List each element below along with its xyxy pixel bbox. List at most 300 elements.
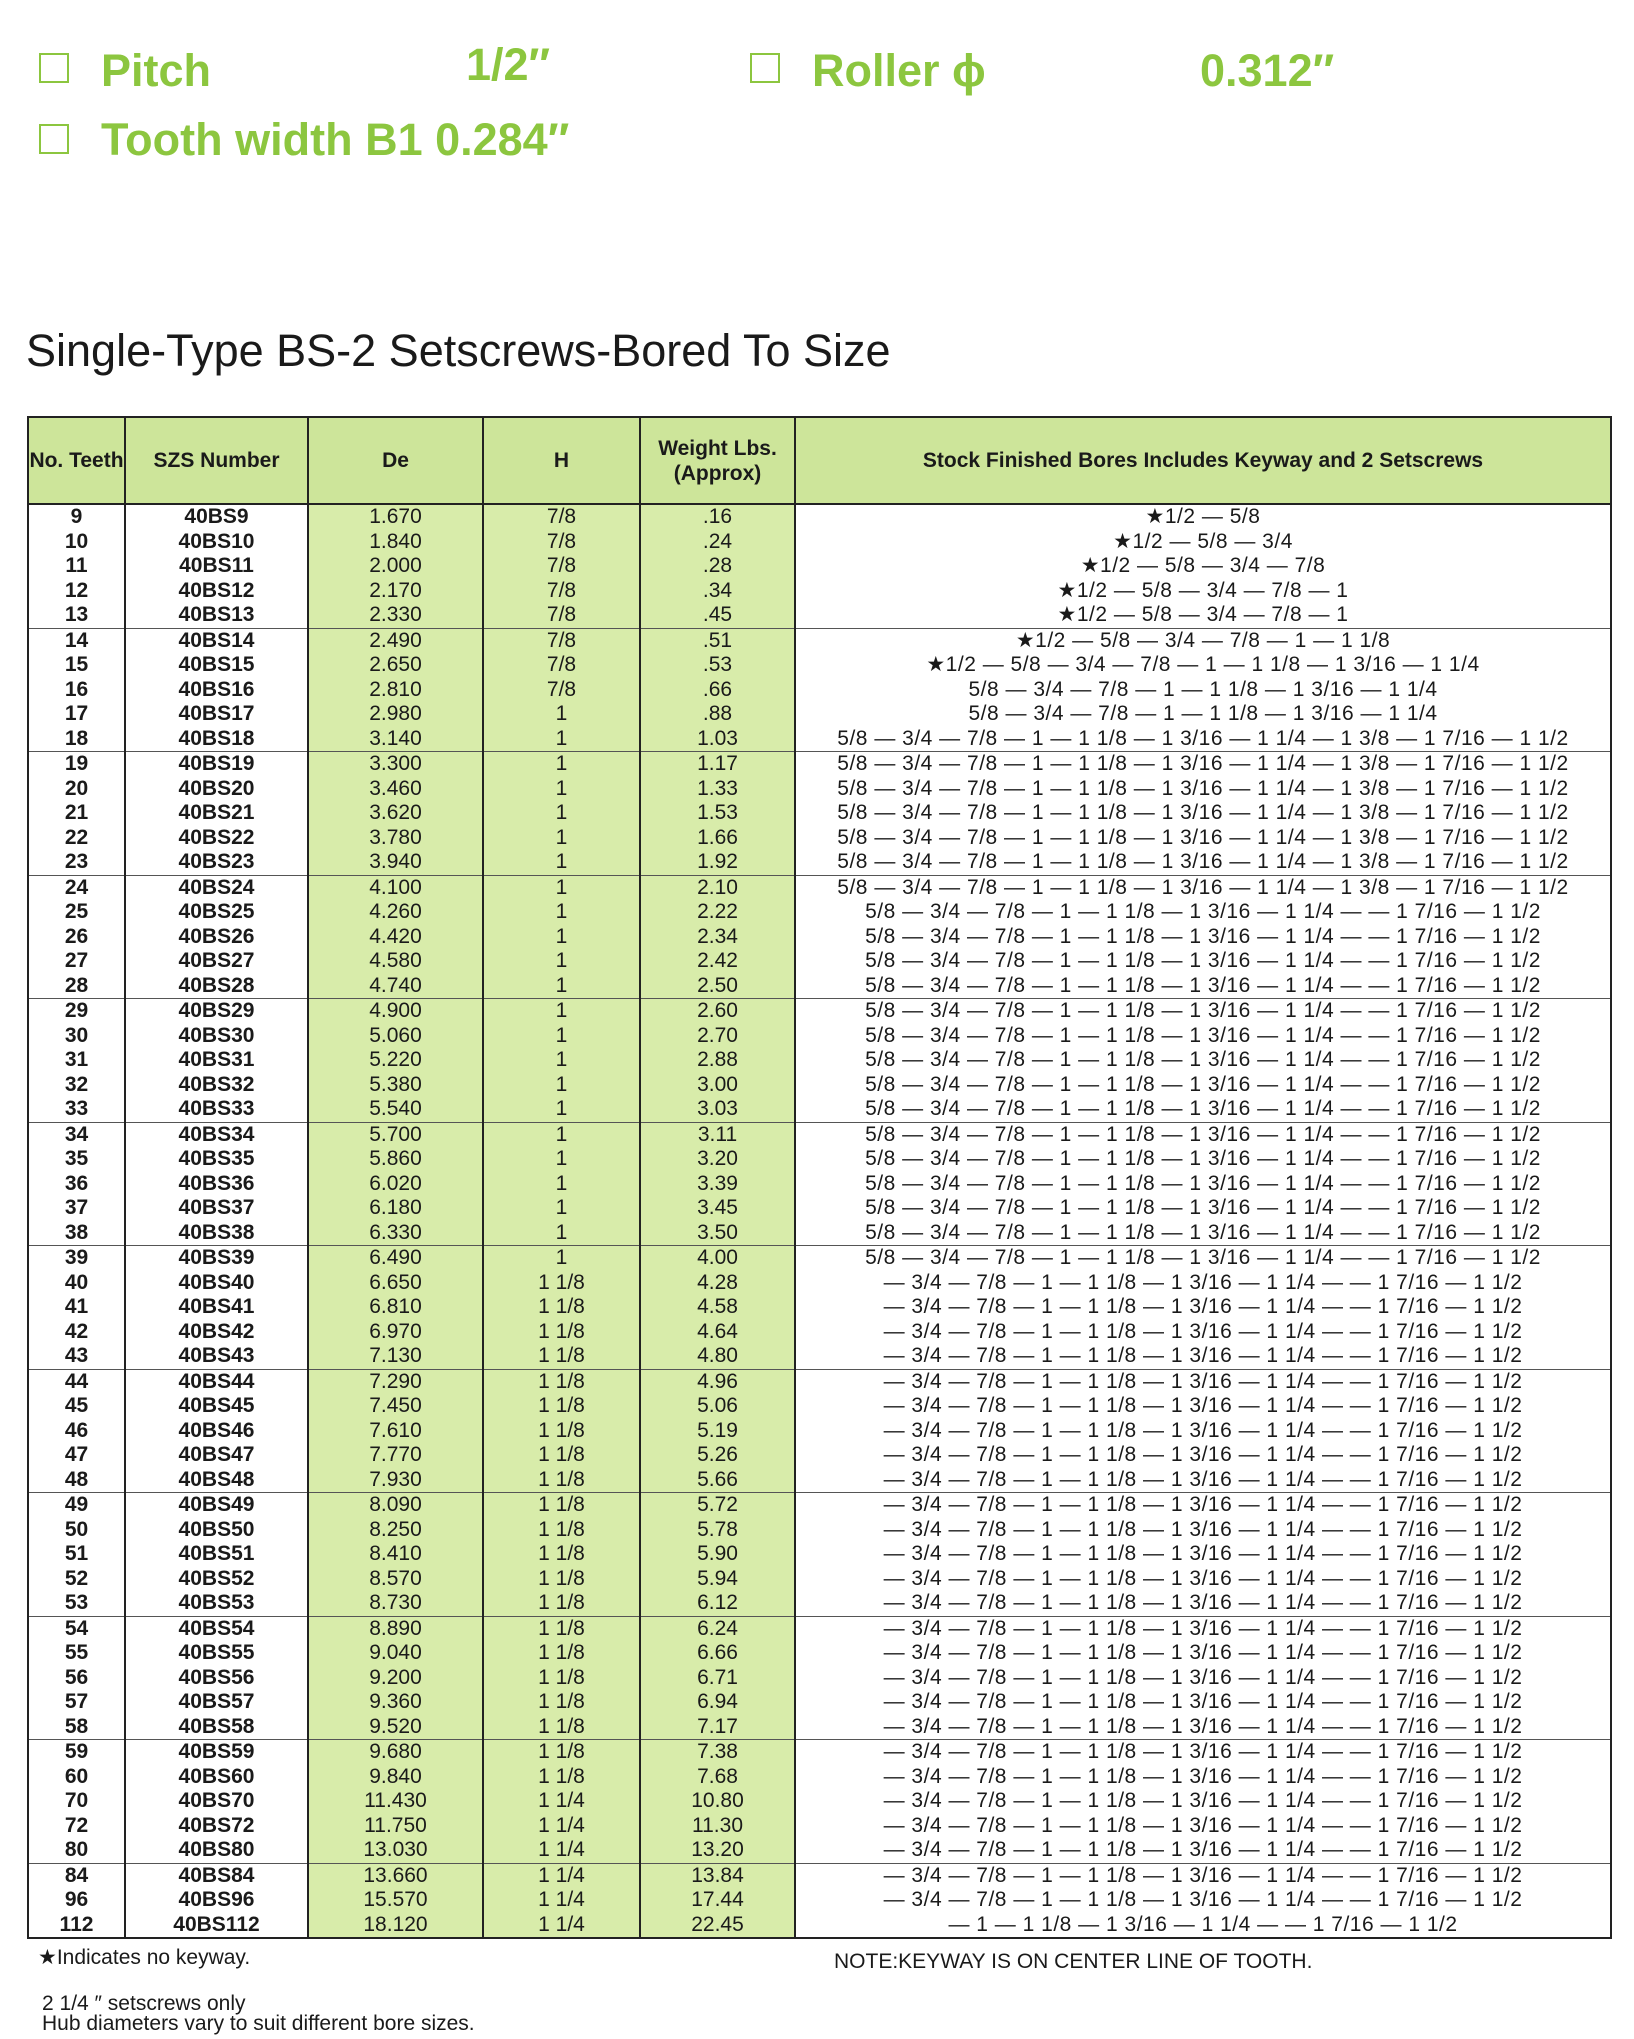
row-h: 1 [483, 702, 640, 727]
row-teeth: 32 [28, 1073, 125, 1098]
tooth-width-label: Tooth width B1 0.284″ [101, 114, 570, 165]
row-bores: ★1/2 — 5/8 [795, 504, 1611, 530]
table-row [28, 1271, 1611, 1296]
row-teeth: 50 [28, 1518, 125, 1543]
setscrew-note: 2 1/4 ″ setscrews only [42, 1992, 246, 2015]
row-h: 1 1/8 [483, 1567, 640, 1592]
row-number: 40BS50 [125, 1518, 308, 1543]
row-weight: 1.33 [640, 777, 795, 802]
row-number: 40BS40 [125, 1271, 308, 1296]
row-h: 7/8 [483, 530, 640, 555]
row-bores: ★1/2 — 5/8 — 3/4 — 7/8 — 1 [795, 603, 1611, 628]
row-teeth: 39 [28, 1246, 125, 1271]
row-number: 40BS54 [125, 1616, 308, 1641]
row-number: 40BS14 [125, 628, 308, 653]
row-weight: 5.66 [640, 1468, 795, 1493]
row-de: 9.040 [308, 1641, 483, 1666]
table-row [28, 777, 1611, 802]
row-number: 40BS56 [125, 1666, 308, 1691]
row-number: 40BS15 [125, 653, 308, 678]
row-h: 1 1/4 [483, 1814, 640, 1839]
row-h: 1 [483, 850, 640, 875]
row-weight: .34 [640, 579, 795, 604]
row-h: 7/8 [483, 554, 640, 579]
table-row [28, 1048, 1611, 1073]
row-h: 1 1/4 [483, 1888, 640, 1913]
row-h: 1 1/8 [483, 1344, 640, 1369]
row-teeth: 51 [28, 1542, 125, 1567]
row-de: 9.840 [308, 1765, 483, 1790]
row-teeth: 47 [28, 1443, 125, 1468]
row-h: 7/8 [483, 504, 640, 530]
table-row [28, 850, 1611, 875]
row-h: 1 [483, 1097, 640, 1122]
row-bores: — 3/4 — 7/8 — 1 — 1 1/8 — 1 3/16 — 1 1/4 — — 1 7/16 — 1 1/2 [795, 1271, 1611, 1296]
row-teeth: 25 [28, 900, 125, 925]
row-number: 40BS30 [125, 1024, 308, 1049]
row-h: 1 1/8 [483, 1394, 640, 1419]
row-number: 40BS28 [125, 974, 308, 999]
row-de: 5.700 [308, 1122, 483, 1147]
table-row [28, 1024, 1611, 1049]
row-teeth: 29 [28, 999, 125, 1024]
row-weight: 2.50 [640, 974, 795, 999]
row-number: 40BS60 [125, 1765, 308, 1790]
row-bores: ★1/2 — 5/8 — 3/4 — 7/8 — 1 — 1 1/8 — 1 3/16 — 1 1/4 [795, 653, 1611, 678]
row-h: 1 1/8 [483, 1641, 640, 1666]
row-h: 7/8 [483, 603, 640, 628]
row-h: 1 [483, 949, 640, 974]
row-weight: 2.70 [640, 1024, 795, 1049]
row-bores: — 3/4 — 7/8 — 1 — 1 1/8 — 1 3/16 — 1 1/4 — — 1 7/16 — 1 1/2 [795, 1814, 1611, 1839]
row-bores: 5/8 — 3/4 — 7/8 — 1 — 1 1/8 — 1 3/16 — 1 1/4 — 1 3/8 — 1 7/16 — 1 1/2 [795, 850, 1611, 875]
row-number: 40BS10 [125, 530, 308, 555]
table-row [28, 1616, 1611, 1641]
roller-checkbox-icon [750, 53, 780, 83]
table-row [28, 1344, 1611, 1369]
row-bores: — 3/4 — 7/8 — 1 — 1 1/8 — 1 3/16 — 1 1/4 — — 1 7/16 — 1 1/2 [795, 1666, 1611, 1691]
row-number: 40BS52 [125, 1567, 308, 1592]
row-h: 1 1/4 [483, 1838, 640, 1863]
row-bores: — 3/4 — 7/8 — 1 — 1 1/8 — 1 3/16 — 1 1/4 — — 1 7/16 — 1 1/2 [795, 1888, 1611, 1913]
row-de: 7.450 [308, 1394, 483, 1419]
table-row [28, 1567, 1611, 1592]
row-number: 40BS39 [125, 1246, 308, 1271]
row-teeth: 15 [28, 653, 125, 678]
row-de: 5.060 [308, 1024, 483, 1049]
row-teeth: 14 [28, 628, 125, 653]
row-de: 11.750 [308, 1814, 483, 1839]
row-teeth: 48 [28, 1468, 125, 1493]
row-weight: 5.19 [640, 1419, 795, 1444]
row-number: 40BS112 [125, 1913, 308, 1939]
header-teeth: No. Teeth [28, 417, 125, 504]
row-h: 1 1/8 [483, 1740, 640, 1765]
row-weight: 3.11 [640, 1122, 795, 1147]
row-teeth: 58 [28, 1715, 125, 1740]
row-weight: 2.88 [640, 1048, 795, 1073]
row-weight: 5.72 [640, 1493, 795, 1518]
row-bores: — 3/4 — 7/8 — 1 — 1 1/8 — 1 3/16 — 1 1/4 — — 1 7/16 — 1 1/2 [795, 1295, 1611, 1320]
row-bores: — 3/4 — 7/8 — 1 — 1 1/8 — 1 3/16 — 1 1/4 — — 1 7/16 — 1 1/2 [795, 1789, 1611, 1814]
row-bores: — 3/4 — 7/8 — 1 — 1 1/8 — 1 3/16 — 1 1/4 — — 1 7/16 — 1 1/2 [795, 1765, 1611, 1790]
row-number: 40BS45 [125, 1394, 308, 1419]
row-de: 7.930 [308, 1468, 483, 1493]
row-de: 9.360 [308, 1690, 483, 1715]
row-weight: 4.00 [640, 1246, 795, 1271]
row-de: 8.730 [308, 1591, 483, 1616]
table-row [28, 826, 1611, 851]
table-row [28, 1814, 1611, 1839]
row-bores: 5/8 — 3/4 — 7/8 — 1 — 1 1/8 — 1 3/16 — 1 1/4 — — 1 7/16 — 1 1/2 [795, 999, 1611, 1024]
table-row [28, 504, 1611, 530]
row-weight: 4.96 [640, 1369, 795, 1394]
center-note: NOTE:KEYWAY IS ON CENTER LINE OF TOOTH. [834, 1950, 1313, 1973]
row-h: 1 [483, 1172, 640, 1197]
row-bores: 5/8 — 3/4 — 7/8 — 1 — 1 1/8 — 1 3/16 — 1 1/4 — — 1 7/16 — 1 1/2 [795, 949, 1611, 974]
row-weight: .51 [640, 628, 795, 653]
row-weight: 5.78 [640, 1518, 795, 1543]
row-bores: 5/8 — 3/4 — 7/8 — 1 — 1 1/8 — 1 3/16 — 1 1/4 — — 1 7/16 — 1 1/2 [795, 900, 1611, 925]
row-weight: 7.17 [640, 1715, 795, 1740]
row-h: 1 1/8 [483, 1419, 640, 1444]
row-weight: 4.80 [640, 1344, 795, 1369]
row-weight: 1.92 [640, 850, 795, 875]
table-row [28, 530, 1611, 555]
row-teeth: 10 [28, 530, 125, 555]
row-number: 40BS53 [125, 1591, 308, 1616]
table-row [28, 925, 1611, 950]
row-teeth: 22 [28, 826, 125, 851]
row-weight: 5.90 [640, 1542, 795, 1567]
row-teeth: 24 [28, 875, 125, 900]
row-weight: 6.94 [640, 1690, 795, 1715]
row-weight: 2.60 [640, 999, 795, 1024]
table-row [28, 1715, 1611, 1740]
row-number: 40BS37 [125, 1196, 308, 1221]
row-bores: ★1/2 — 5/8 — 3/4 [795, 530, 1611, 555]
row-weight: 17.44 [640, 1888, 795, 1913]
row-teeth: 112 [28, 1913, 125, 1939]
row-weight: 3.39 [640, 1172, 795, 1197]
row-weight: 5.26 [640, 1443, 795, 1468]
row-weight: 2.42 [640, 949, 795, 974]
row-weight: 3.45 [640, 1196, 795, 1221]
table-row [28, 1666, 1611, 1691]
row-bores: 5/8 — 3/4 — 7/8 — 1 — 1 1/8 — 1 3/16 — 1 1/4 [795, 678, 1611, 703]
table-row [28, 1863, 1611, 1888]
row-number: 40BS25 [125, 900, 308, 925]
header-de: De [308, 417, 483, 504]
page-title: Single-Type BS-2 Setscrews-Bored To Size [26, 325, 891, 376]
table-row [28, 801, 1611, 826]
row-bores: — 3/4 — 7/8 — 1 — 1 1/8 — 1 3/16 — 1 1/4 — — 1 7/16 — 1 1/2 [795, 1641, 1611, 1666]
row-de: 5.540 [308, 1097, 483, 1122]
row-number: 40BS18 [125, 727, 308, 752]
row-weight: 6.24 [640, 1616, 795, 1641]
row-h: 1 1/4 [483, 1789, 640, 1814]
row-number: 40BS22 [125, 826, 308, 851]
row-h: 1 1/8 [483, 1443, 640, 1468]
table-row [28, 1246, 1611, 1271]
row-bores: 5/8 — 3/4 — 7/8 — 1 — 1 1/8 — 1 3/16 — 1 1/4 — — 1 7/16 — 1 1/2 [795, 1221, 1611, 1246]
row-de: 4.100 [308, 875, 483, 900]
table-row [28, 603, 1611, 628]
row-weight: 4.28 [640, 1271, 795, 1296]
row-h: 1 1/8 [483, 1542, 640, 1567]
row-weight: 1.66 [640, 826, 795, 851]
row-de: 6.810 [308, 1295, 483, 1320]
pitch-value: 1/2″ [466, 39, 551, 90]
row-teeth: 84 [28, 1863, 125, 1888]
table-row [28, 1295, 1611, 1320]
row-number: 40BS9 [125, 504, 308, 530]
row-bores: — 3/4 — 7/8 — 1 — 1 1/8 — 1 3/16 — 1 1/4 — — 1 7/16 — 1 1/2 [795, 1567, 1611, 1592]
table-row [28, 1196, 1611, 1221]
row-h: 1 [483, 777, 640, 802]
row-number: 40BS36 [125, 1172, 308, 1197]
row-bores: — 3/4 — 7/8 — 1 — 1 1/8 — 1 3/16 — 1 1/4 — — 1 7/16 — 1 1/2 [795, 1369, 1611, 1394]
row-number: 40BS38 [125, 1221, 308, 1246]
row-number: 40BS27 [125, 949, 308, 974]
row-teeth: 28 [28, 974, 125, 999]
row-bores: — 3/4 — 7/8 — 1 — 1 1/8 — 1 3/16 — 1 1/4 — — 1 7/16 — 1 1/2 [795, 1542, 1611, 1567]
row-bores: 5/8 — 3/4 — 7/8 — 1 — 1 1/8 — 1 3/16 — 1 1/4 — 1 3/8 — 1 7/16 — 1 1/2 [795, 875, 1611, 900]
row-teeth: 13 [28, 603, 125, 628]
table-row [28, 1443, 1611, 1468]
header-weight: Weight Lbs. (Approx) [640, 417, 795, 504]
row-teeth: 54 [28, 1616, 125, 1641]
row-bores: — 3/4 — 7/8 — 1 — 1 1/8 — 1 3/16 — 1 1/4 — — 1 7/16 — 1 1/2 [795, 1740, 1611, 1765]
row-weight: .88 [640, 702, 795, 727]
row-bores: 5/8 — 3/4 — 7/8 — 1 — 1 1/8 — 1 3/16 — 1 1/4 — 1 3/8 — 1 7/16 — 1 1/2 [795, 777, 1611, 802]
row-weight: 13.20 [640, 1838, 795, 1863]
row-number: 40BS70 [125, 1789, 308, 1814]
table-row [28, 1172, 1611, 1197]
row-weight: 22.45 [640, 1913, 795, 1939]
table-row [28, 1789, 1611, 1814]
row-teeth: 52 [28, 1567, 125, 1592]
row-teeth: 26 [28, 925, 125, 950]
bore-table [27, 416, 1612, 1939]
tooth-checkbox-icon [39, 124, 69, 154]
row-weight: 6.12 [640, 1591, 795, 1616]
row-de: 1.840 [308, 530, 483, 555]
table-row [28, 727, 1611, 752]
header-number: SZS Number [125, 417, 308, 504]
row-number: 40BS23 [125, 850, 308, 875]
row-bores: 5/8 — 3/4 — 7/8 — 1 — 1 1/8 — 1 3/16 — 1 1/4 — — 1 7/16 — 1 1/2 [795, 974, 1611, 999]
row-number: 40BS47 [125, 1443, 308, 1468]
row-bores: — 3/4 — 7/8 — 1 — 1 1/8 — 1 3/16 — 1 1/4 — — 1 7/16 — 1 1/2 [795, 1715, 1611, 1740]
table-row [28, 875, 1611, 900]
row-number: 40BS11 [125, 554, 308, 579]
row-weight: 7.68 [640, 1765, 795, 1790]
row-weight: 4.64 [640, 1320, 795, 1345]
row-bores: 5/8 — 3/4 — 7/8 — 1 — 1 1/8 — 1 3/16 — 1 1/4 — — 1 7/16 — 1 1/2 [795, 1172, 1611, 1197]
row-bores: 5/8 — 3/4 — 7/8 — 1 — 1 1/8 — 1 3/16 — 1 1/4 — 1 3/8 — 1 7/16 — 1 1/2 [795, 727, 1611, 752]
row-h: 7/8 [483, 653, 640, 678]
row-teeth: 31 [28, 1048, 125, 1073]
row-h: 7/8 [483, 678, 640, 703]
row-weight: 1.53 [640, 801, 795, 826]
row-h: 1 [483, 1048, 640, 1073]
row-h: 1 1/8 [483, 1666, 640, 1691]
row-number: 40BS20 [125, 777, 308, 802]
row-teeth: 59 [28, 1740, 125, 1765]
row-h: 1 1/8 [483, 1468, 640, 1493]
row-weight: .53 [640, 653, 795, 678]
row-h: 1 1/8 [483, 1369, 640, 1394]
row-de: 6.490 [308, 1246, 483, 1271]
row-teeth: 80 [28, 1838, 125, 1863]
row-number: 40BS21 [125, 801, 308, 826]
row-teeth: 23 [28, 850, 125, 875]
table-row [28, 1591, 1611, 1616]
row-bores: 5/8 — 3/4 — 7/8 — 1 — 1 1/8 — 1 3/16 — 1 1/4 — — 1 7/16 — 1 1/2 [795, 1048, 1611, 1073]
row-number: 40BS26 [125, 925, 308, 950]
table-header-row [28, 417, 1611, 504]
row-de: 8.890 [308, 1616, 483, 1641]
row-bores: — 3/4 — 7/8 — 1 — 1 1/8 — 1 3/16 — 1 1/4 — — 1 7/16 — 1 1/2 [795, 1419, 1611, 1444]
row-weight: 5.94 [640, 1567, 795, 1592]
row-de: 2.810 [308, 678, 483, 703]
row-h: 1 [483, 999, 640, 1024]
row-number: 40BS84 [125, 1863, 308, 1888]
row-h: 1 [483, 974, 640, 999]
row-weight: 3.03 [640, 1097, 795, 1122]
row-number: 40BS42 [125, 1320, 308, 1345]
row-weight: 3.00 [640, 1073, 795, 1098]
row-teeth: 30 [28, 1024, 125, 1049]
roller-value: 0.312″ [1200, 45, 1335, 96]
row-de: 3.140 [308, 727, 483, 752]
row-weight: 1.03 [640, 727, 795, 752]
row-de: 6.650 [308, 1271, 483, 1296]
row-teeth: 12 [28, 579, 125, 604]
row-number: 40BS57 [125, 1690, 308, 1715]
row-h: 1 [483, 900, 640, 925]
row-h: 1 [483, 752, 640, 777]
row-h: 1 [483, 1073, 640, 1098]
table-row [28, 1320, 1611, 1345]
row-de: 2.000 [308, 554, 483, 579]
row-de: 4.420 [308, 925, 483, 950]
row-de: 3.300 [308, 752, 483, 777]
row-de: 8.410 [308, 1542, 483, 1567]
row-weight: 6.71 [640, 1666, 795, 1691]
row-number: 40BS33 [125, 1097, 308, 1122]
row-de: 8.250 [308, 1518, 483, 1543]
row-number: 40BS13 [125, 603, 308, 628]
row-h: 1 [483, 727, 640, 752]
row-number: 40BS51 [125, 1542, 308, 1567]
table-row [28, 752, 1611, 777]
row-weight: 6.66 [640, 1641, 795, 1666]
row-de: 2.170 [308, 579, 483, 604]
row-de: 13.660 [308, 1863, 483, 1888]
table-row [28, 1493, 1611, 1518]
row-weight: 4.58 [640, 1295, 795, 1320]
table-row [28, 1740, 1611, 1765]
row-bores: 5/8 — 3/4 — 7/8 — 1 — 1 1/8 — 1 3/16 — 1 1/4 — — 1 7/16 — 1 1/2 [795, 1196, 1611, 1221]
row-teeth: 33 [28, 1097, 125, 1122]
table-row [28, 1097, 1611, 1122]
row-weight: 2.22 [640, 900, 795, 925]
table-row [28, 1073, 1611, 1098]
row-de: 9.520 [308, 1715, 483, 1740]
table-row [28, 1838, 1611, 1863]
row-h: 1 1/8 [483, 1715, 640, 1740]
row-number: 40BS48 [125, 1468, 308, 1493]
row-number: 40BS16 [125, 678, 308, 703]
row-bores: 5/8 — 3/4 — 7/8 — 1 — 1 1/8 — 1 3/16 — 1 1/4 — — 1 7/16 — 1 1/2 [795, 1246, 1611, 1271]
row-number: 40BS31 [125, 1048, 308, 1073]
row-de: 6.970 [308, 1320, 483, 1345]
row-teeth: 27 [28, 949, 125, 974]
row-h: 1 [483, 1196, 640, 1221]
row-number: 40BS59 [125, 1740, 308, 1765]
row-teeth: 9 [28, 504, 125, 530]
row-teeth: 18 [28, 727, 125, 752]
row-h: 1 1/8 [483, 1765, 640, 1790]
row-teeth: 21 [28, 801, 125, 826]
row-h: 1 1/8 [483, 1271, 640, 1296]
row-number: 40BS49 [125, 1493, 308, 1518]
row-de: 8.570 [308, 1567, 483, 1592]
row-h: 7/8 [483, 628, 640, 653]
row-de: 2.980 [308, 702, 483, 727]
row-de: 8.090 [308, 1493, 483, 1518]
row-weight: 13.84 [640, 1863, 795, 1888]
row-weight: .16 [640, 504, 795, 530]
table-row [28, 1369, 1611, 1394]
table-row [28, 702, 1611, 727]
row-weight: 10.80 [640, 1789, 795, 1814]
row-teeth: 49 [28, 1493, 125, 1518]
row-number: 40BS32 [125, 1073, 308, 1098]
row-bores: — 3/4 — 7/8 — 1 — 1 1/8 — 1 3/16 — 1 1/4 — — 1 7/16 — 1 1/2 [795, 1468, 1611, 1493]
row-teeth: 11 [28, 554, 125, 579]
row-number: 40BS35 [125, 1147, 308, 1172]
row-de: 5.860 [308, 1147, 483, 1172]
table-row [28, 1765, 1611, 1790]
row-number: 40BS43 [125, 1344, 308, 1369]
row-weight: 5.06 [640, 1394, 795, 1419]
row-weight: .66 [640, 678, 795, 703]
row-de: 6.330 [308, 1221, 483, 1246]
row-teeth: 37 [28, 1196, 125, 1221]
row-bores: — 3/4 — 7/8 — 1 — 1 1/8 — 1 3/16 — 1 1/4 — — 1 7/16 — 1 1/2 [795, 1394, 1611, 1419]
keyway-note: ★Indicates no keyway. [38, 1946, 251, 1969]
row-bores: ★1/2 — 5/8 — 3/4 — 7/8 — 1 [795, 579, 1611, 604]
row-de: 9.200 [308, 1666, 483, 1691]
row-teeth: 20 [28, 777, 125, 802]
row-de: 7.610 [308, 1419, 483, 1444]
table-row [28, 1690, 1611, 1715]
table-row [28, 678, 1611, 703]
row-de: 5.380 [308, 1073, 483, 1098]
row-de: 3.620 [308, 801, 483, 826]
row-bores: 5/8 — 3/4 — 7/8 — 1 — 1 1/8 — 1 3/16 — 1 1/4 — — 1 7/16 — 1 1/2 [795, 1122, 1611, 1147]
row-bores: — 1 — 1 1/8 — 1 3/16 — 1 1/4 — — 1 7/16 — 1 1/2 [795, 1913, 1611, 1939]
roller-label: Roller ϕ [812, 45, 986, 96]
row-bores: 5/8 — 3/4 — 7/8 — 1 — 1 1/8 — 1 3/16 — 1 1/4 [795, 702, 1611, 727]
row-number: 40BS58 [125, 1715, 308, 1740]
row-de: 1.670 [308, 504, 483, 530]
row-teeth: 43 [28, 1344, 125, 1369]
row-de: 6.180 [308, 1196, 483, 1221]
